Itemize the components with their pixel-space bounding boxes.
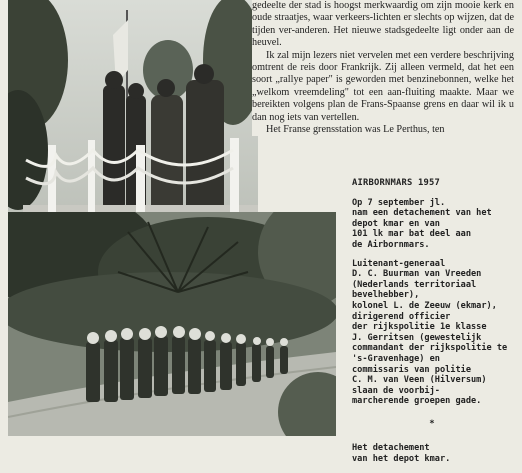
- article-paragraph: gedeelte der stad is hoogst merkwaardig om zijn mooie kerk en oude straatjes, waar verkeers-lichten er slechts op wijzen, dat de tijden ver-anderen. Het nieuwe stadsgedeelte ligt onder aan de heuvel.: [252, 0, 514, 49]
- article-paragraph: Ik zal mijn lezers niet vervelen met een verdere beschrijving omtrent de reis door Frankrijk. Zij alleen vermeld, dat het een soort „rallye paper" is geworden met benzinebonnen, welke het „welkom vreemdeling" tot een aan-fluiting maakte. Maar we bereikten volgens plan de Frans-Spaanse grens en daar wil ik u dan nog iets van vertellen.: [252, 49, 514, 123]
- sidebar-heading: AIRBORNMARS 1957: [352, 178, 440, 188]
- sidebar-photo-caption: Het detachement van het depot kmar.: [352, 443, 451, 465]
- article-paragraph: Het Franse grensstation was Le Perthus, ten: [266, 124, 445, 136]
- marching-detachment-photo: [8, 212, 336, 436]
- sidebar-officials: Luitenant-generaal D. C. Buurman van Vreeden (Nederlands territoriaal bevelhebber), kolonel L. de Zeeuw (ekmar), dirigerend officier der rijkspolitie 1e klasse J. Gerritsen (gewestelijk commandant der rijkspolitie te 's-Gravenhage) en commissaris van politie C. M. van Veen (Hilversum) slaan de voorbij- marcherende groepen gade.: [352, 258, 508, 407]
- article-column: [252, 0, 514, 136]
- sidebar-separator: *: [429, 418, 435, 429]
- sidebar-caption: [352, 178, 512, 473]
- sidebar-intro: Op 7 september jl. nam een detachement van het depot kmar en van 101 lk mar bat deel aan de Airbornmars.: [352, 197, 492, 250]
